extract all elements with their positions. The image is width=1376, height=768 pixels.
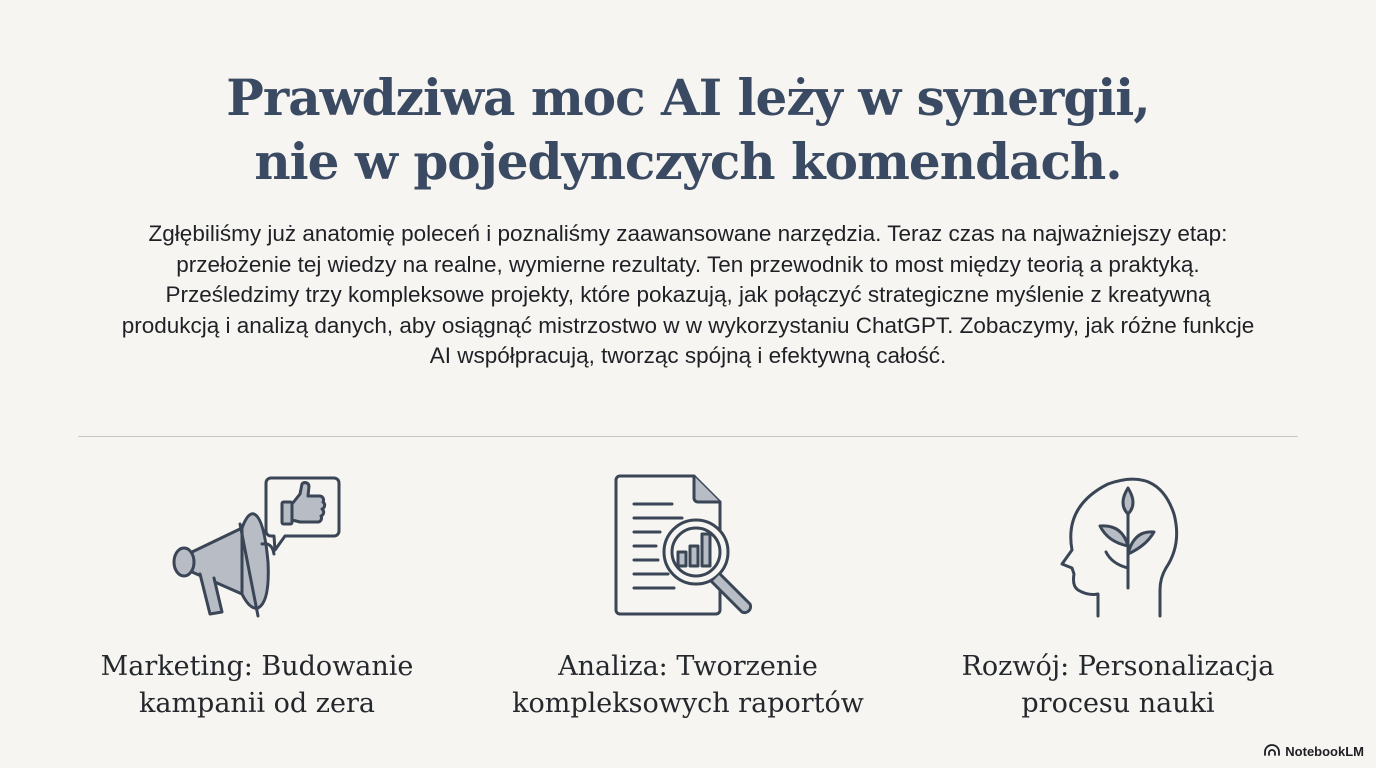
title-line-2: nie w pojedynczych komendach. — [254, 132, 1122, 191]
card-marketing-subtitle: kampanii od zera — [138, 688, 375, 719]
card-development-caption — [928, 648, 1308, 722]
card-analysis-title: Analiza: Tworzenie — [558, 651, 818, 682]
card-analysis-subtitle: kompleksowych raportów — [512, 688, 864, 719]
megaphone-like-icon — [170, 474, 346, 622]
brand-label: NotebookLM — [1285, 744, 1364, 759]
page-title — [0, 66, 1376, 194]
card-analysis-caption — [498, 648, 878, 722]
head-plant-icon — [1054, 474, 1184, 622]
section-divider — [78, 436, 1298, 437]
title-line-1: Prawdziwa moc AI leży w synergii, — [226, 68, 1150, 127]
card-development-title: Rozwój: Personalizacja — [961, 651, 1275, 682]
notebooklm-logo-icon — [1264, 744, 1280, 759]
card-development-subtitle: procesu nauki — [1021, 688, 1215, 719]
intro-paragraph: Zgłębiliśmy już anatomię poleceń i poznaliśmy zaawansowane narzędzia. Teraz czas na najważniejszy etap: przełożenie tej wiedzy na realne, wymierne rezultaty. Ten przewodnik to most między teorią a praktyką. Prześledzimy trzy kompleksowe projekty, które pokazują, jak połączyć strategiczne myślenie z kreatywną produkcją i analizą danych, aby osiągnąć mistrzostwo w w wykorzystaniu ChatGPT. Zobaczymy, jak różne funkcje AI współpracują, tworząc spójną i efektywną całość. — [121, 221, 1255, 368]
card-marketing-title: Marketing: Budowanie — [100, 651, 414, 682]
notebooklm-brand — [1264, 744, 1364, 759]
card-marketing-caption — [67, 648, 447, 722]
report-magnifier-icon — [612, 474, 764, 622]
